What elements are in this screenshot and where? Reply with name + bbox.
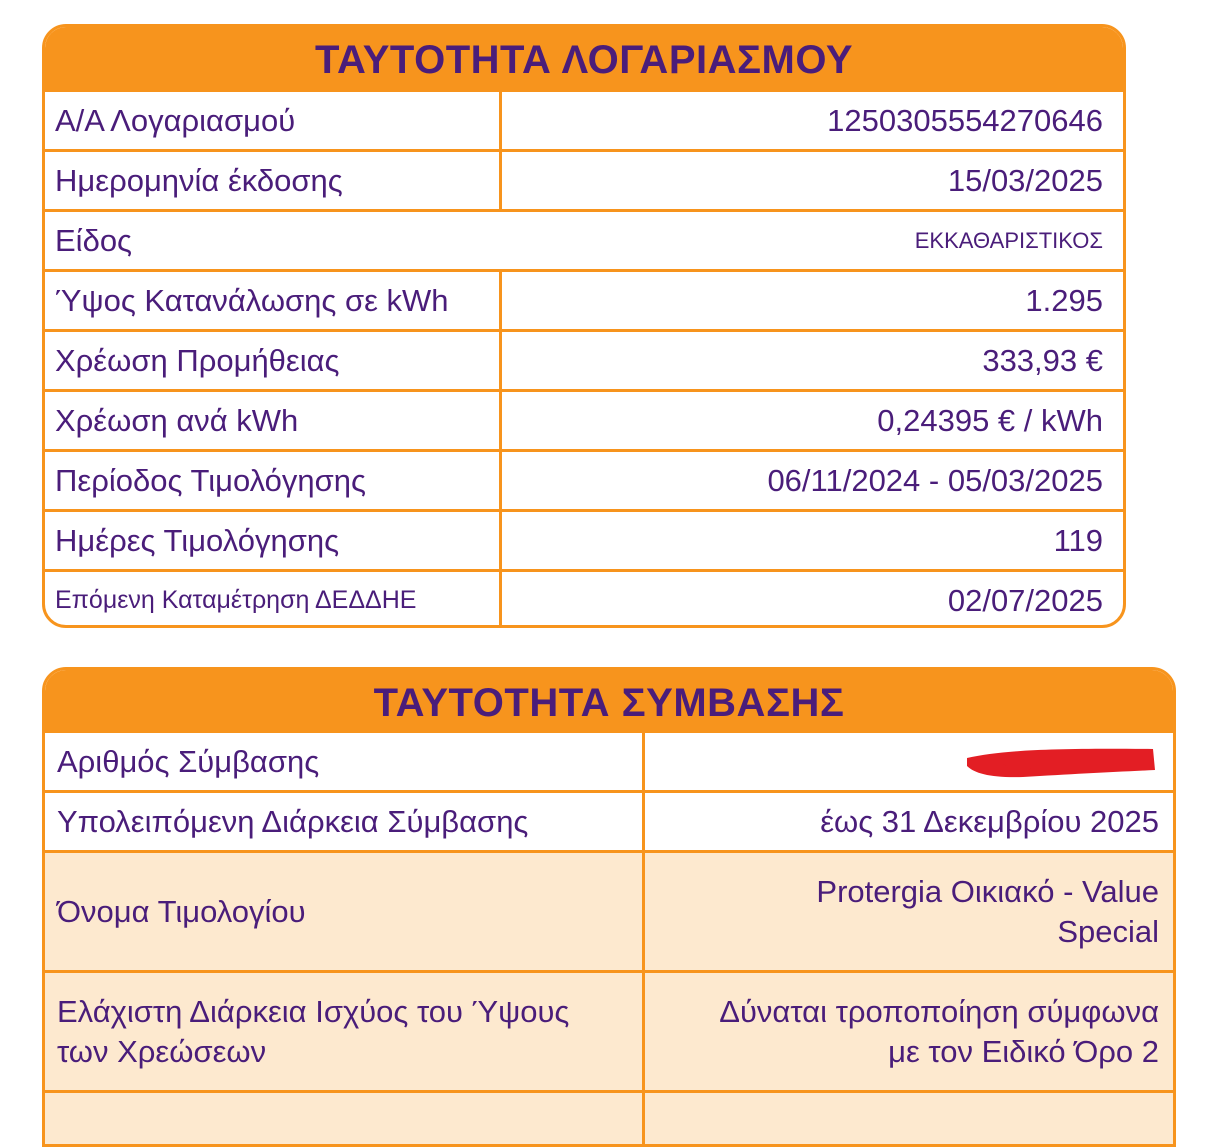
account-row-issue-date (45, 149, 1123, 209)
remaining-duration-label: Υπολειπόμενη Διάρκεια Σύμβασης (45, 793, 645, 850)
contract-row-next (45, 1090, 1173, 1147)
supply-charge-label: Χρέωση Προμήθειας (45, 332, 502, 389)
bill-type-value: ΕΚΚΑΘΑΡΙΣΤΙΚΟΣ (914, 227, 1103, 253)
issue-date-value: 15/03/2025 (947, 162, 1103, 198)
min-duration-label: Ελάχιστη Διάρκεια Ισχύος του Ύψους των Χρεώσεων (45, 973, 645, 1090)
rate-per-kwh-value: 0,24395 € / kWh (877, 402, 1103, 438)
min-duration-value: Δύναται τροποποίηση σύμφωνα με τον Ειδικό Όρο 2 (645, 973, 1173, 1090)
contract-number-value (645, 733, 1173, 790)
bill-type-label: Είδος (55, 222, 133, 258)
account-row-supply-charge (45, 329, 1123, 389)
account-row-consumption (45, 269, 1123, 329)
account-row-billing-period (45, 449, 1123, 509)
rate-per-kwh-label: Χρέωση ανά kWh (45, 392, 502, 449)
account-identity-panel (42, 24, 1126, 628)
billing-days-label: Ημέρες Τιμολόγησης (45, 512, 502, 569)
consumption-value: 1.295 (1025, 282, 1103, 318)
tariff-name-value: Protergia Οικιακό - Value Special (645, 853, 1173, 970)
next-row-label (45, 1093, 645, 1147)
next-reading-value: 02/07/2025 (947, 582, 1103, 618)
account-row-rate (45, 389, 1123, 449)
redaction-mark (963, 744, 1159, 780)
consumption-label: Ύψος Κατανάλωσης σε kWh (45, 272, 502, 329)
account-number-value: 1250305554270646 (827, 102, 1103, 138)
contract-row-number (45, 730, 1173, 790)
contract-number-label: Αριθμός Σύμβασης (45, 733, 645, 790)
account-row-billing-days (45, 509, 1123, 569)
next-reading-label: Επόμενη Καταμέτρηση ΔΕΔΔΗΕ (45, 572, 502, 628)
billing-period-value: 06/11/2024 - 05/03/2025 (767, 462, 1103, 498)
contract-row-remaining-duration (45, 790, 1173, 850)
account-row-number (45, 89, 1123, 149)
issue-date-label: Ημερομηνία έκδοσης (45, 152, 502, 209)
remaining-duration-value: έως 31 Δεκεμβρίου 2025 (820, 803, 1159, 839)
supply-charge-value: 333,93 € (982, 342, 1103, 378)
account-row-type (45, 209, 1123, 269)
contract-identity-panel (42, 667, 1176, 1147)
account-number-label: Α/Α Λογαριασμού (45, 92, 502, 149)
next-row-value (645, 1093, 1173, 1147)
billing-days-value: 119 (1053, 522, 1103, 558)
contract-identity-title: ΤΑΥΤΟΤΗΤΑ ΣΥΜΒΑΣΗΣ (45, 670, 1173, 730)
contract-row-tariff-name (45, 850, 1173, 970)
tariff-name-label: Όνομα Τιμολογίου (45, 853, 645, 970)
contract-row-min-duration (45, 970, 1173, 1090)
account-row-next-reading (45, 569, 1123, 628)
account-identity-title: ΤΑΥΤΟΤΗΤΑ ΛΟΓΑΡΙΑΣΜΟΥ (45, 27, 1123, 89)
billing-period-label: Περίοδος Τιμολόγησης (45, 452, 502, 509)
